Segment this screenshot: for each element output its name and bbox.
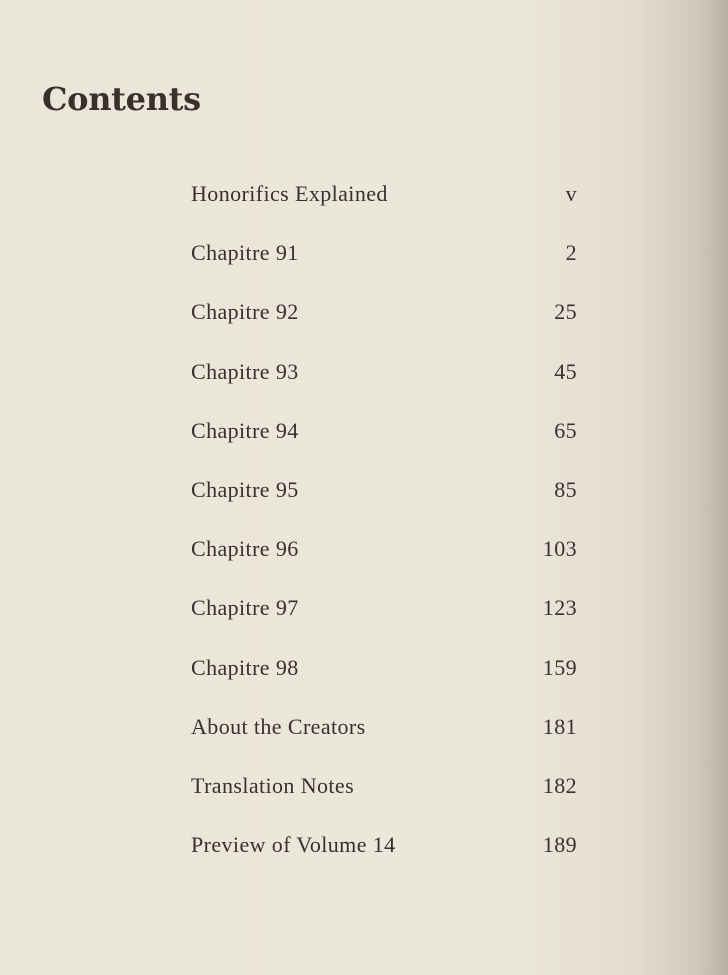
toc-entry-label: Translation Notes [191, 772, 355, 798]
toc-entry-chapitre-95 [191, 460, 577, 519]
toc-entry-about-the-creators [191, 697, 577, 756]
toc-entry-page-number: 85 [554, 476, 577, 502]
toc-entry-page-number: 181 [542, 713, 577, 739]
toc-entry-chapitre-93 [191, 342, 577, 401]
page-title: Contents [42, 80, 201, 118]
toc-entry-label: Honorifics Explained [191, 181, 388, 206]
toc-entry-label: Chapitre 96 [191, 536, 299, 562]
toc-entry-page-number: 159 [542, 654, 577, 680]
toc-entry-label: About the Creators [191, 713, 366, 739]
toc-entry-chapitre-91 [191, 223, 577, 282]
toc-entry-chapitre-96 [191, 519, 577, 578]
toc-entry-page-number: 45 [554, 358, 577, 384]
toc-entry-honorifics-explained [191, 164, 577, 223]
toc-entry-chapitre-94 [191, 401, 577, 460]
toc-entry-preview-of-volume-14 [191, 815, 577, 874]
toc-entry-label: Chapitre 92 [191, 299, 299, 325]
toc-entry-page-number: 65 [554, 417, 577, 443]
toc-entry-page-number: 123 [542, 595, 577, 621]
toc-entry-chapitre-98 [191, 638, 577, 697]
table-of-contents [191, 164, 577, 874]
toc-entry-label: Chapitre 98 [191, 654, 299, 680]
toc-entry-label: Chapitre 94 [191, 417, 299, 443]
toc-entry-chapitre-92 [191, 282, 577, 341]
toc-entry-label: Chapitre 93 [191, 358, 299, 384]
toc-entry-chapitre-97 [191, 578, 577, 637]
toc-entry-page-number: 103 [542, 536, 577, 562]
toc-entry-label: Chapitre 97 [191, 595, 299, 621]
toc-entry-label: Chapitre 95 [191, 476, 299, 502]
toc-entry-translation-notes [191, 756, 577, 815]
toc-entry-page-number: 2 [565, 240, 577, 266]
toc-entry-page-number: 189 [542, 832, 577, 858]
toc-entry-label: Preview of Volume 14 [191, 832, 396, 858]
toc-entry-page-number: v [565, 181, 577, 206]
toc-entry-page-number: 182 [542, 772, 577, 798]
toc-entry-page-number: 25 [554, 299, 577, 325]
toc-entry-label: Chapitre 91 [191, 240, 299, 266]
